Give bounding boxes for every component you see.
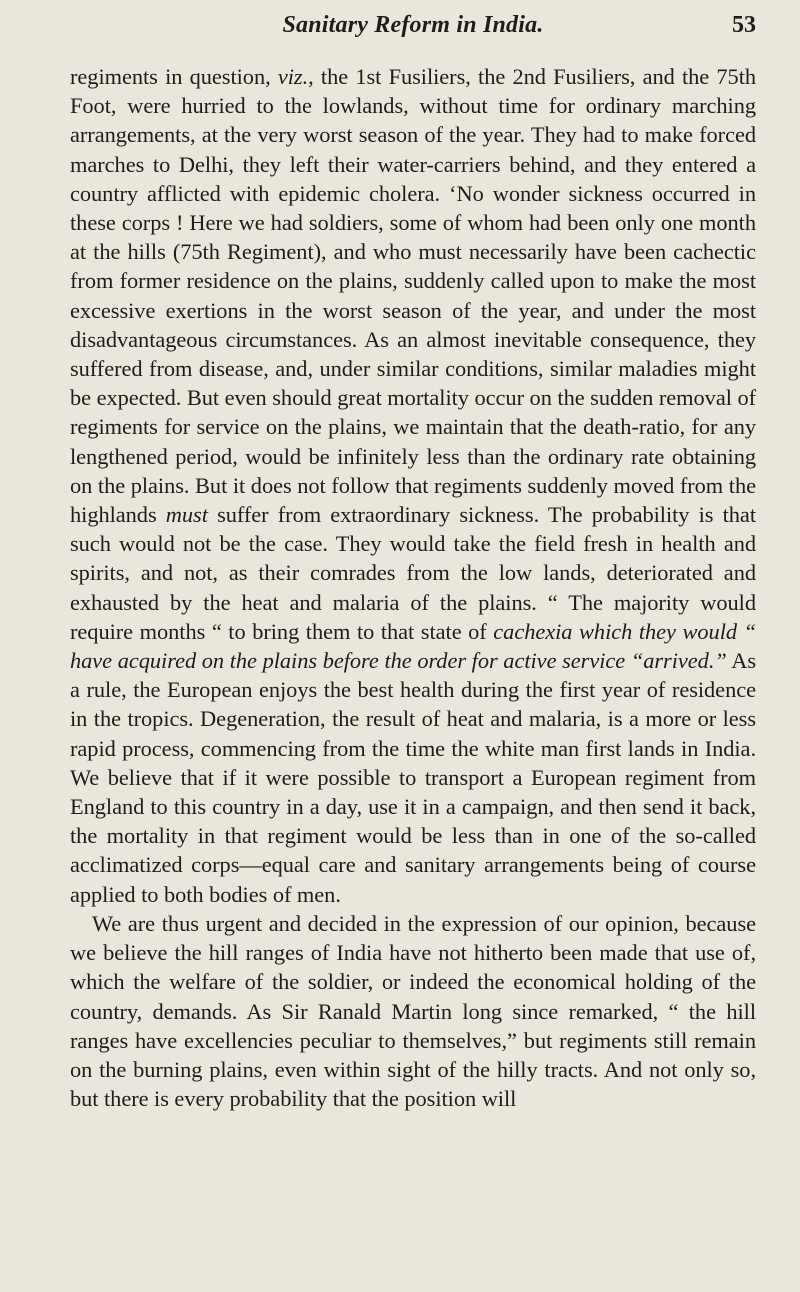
body-text: [70, 62, 756, 1113]
text-run: As a rule, the European enjoys the best health during the first year of residence in the tropics. Degeneration, the result of heat and malaria, is a more or less rapid process, commencing from the time the white man first lands in India. We believe that if it were possible to transport a European regiment from England to this country in a day, use it in a campaign, and then send it back, the mortality in that regiment would be less than in one of the so-called acclimatized corps—equal care and sanitary arrangements being of course applied to both bodies of men.: [70, 648, 756, 907]
italic-run: viz.: [277, 64, 309, 89]
italic-run: must: [165, 502, 208, 528]
paragraph-1: [70, 62, 756, 909]
text-run: , the 1st Fusiliers, the 2nd Fusiliers, and the 75th Foot, were hurried to the lowlands, without time for ordinary marching arrangements, at the very worst season of the year. They had to make forced marches to Delhi, they left their water-carriers behind, and they entered a country afflicted with epidemic cholera. ‘No wonder sickness occurred in these corps ! Here we had soldiers, some of whom had been only one month at the hills (75th Regiment), and who must necessarily have been cachectic from former residence on the plains, suddenly called upon to make the most excessive exertions in the worst season of the year, and under the most disadvantageous circumstances. As an almost inevitable consequence, they suffered from disease, and, under similar conditions, similar maladies might be expected. But even should great mortality occur on the sudden removal of regiments for service on the plains, we maintain that the death-ratio, for any lengthened period, would be infinitely less than the ordinary rate obtaining on the plains. But it does not follow that regiments suddenly moved from the highlands: [70, 64, 757, 528]
italic-quote-run: cachexia which they would “ have acquired on the plains before the order for active service “arrived.”: [70, 618, 756, 674]
paragraph-2: We are thus urgent and decided in the expression of our opinion, because we believe the hill ranges of India have not hitherto been made that use of, which the welfare of the soldier, or indeed the economical holding of the country, demands. As Sir Ranald Martin long since remarked, “ the hill ranges have excellencies peculiar to themselves,” but regiments still remain on the burning plains, even within sight of the hilly tracts. And not only so, but there is every probability that the position will: [70, 910, 756, 1112]
text-run: suffer from extraordinary sickness. The probability is that such would not be the case. They would take the field fresh in health and spirits, and not, as their comrades from the low lands, deteriorated and exhausted by the heat and malaria of the plains. “ The majority would require months “ to bring them to that state of: [70, 502, 756, 644]
running-title: Sanitary Reform in India.: [282, 12, 544, 38]
page-number: 53: [732, 12, 756, 38]
page-header: [70, 0, 756, 62]
text-run: regiments in question,: [70, 64, 278, 89]
